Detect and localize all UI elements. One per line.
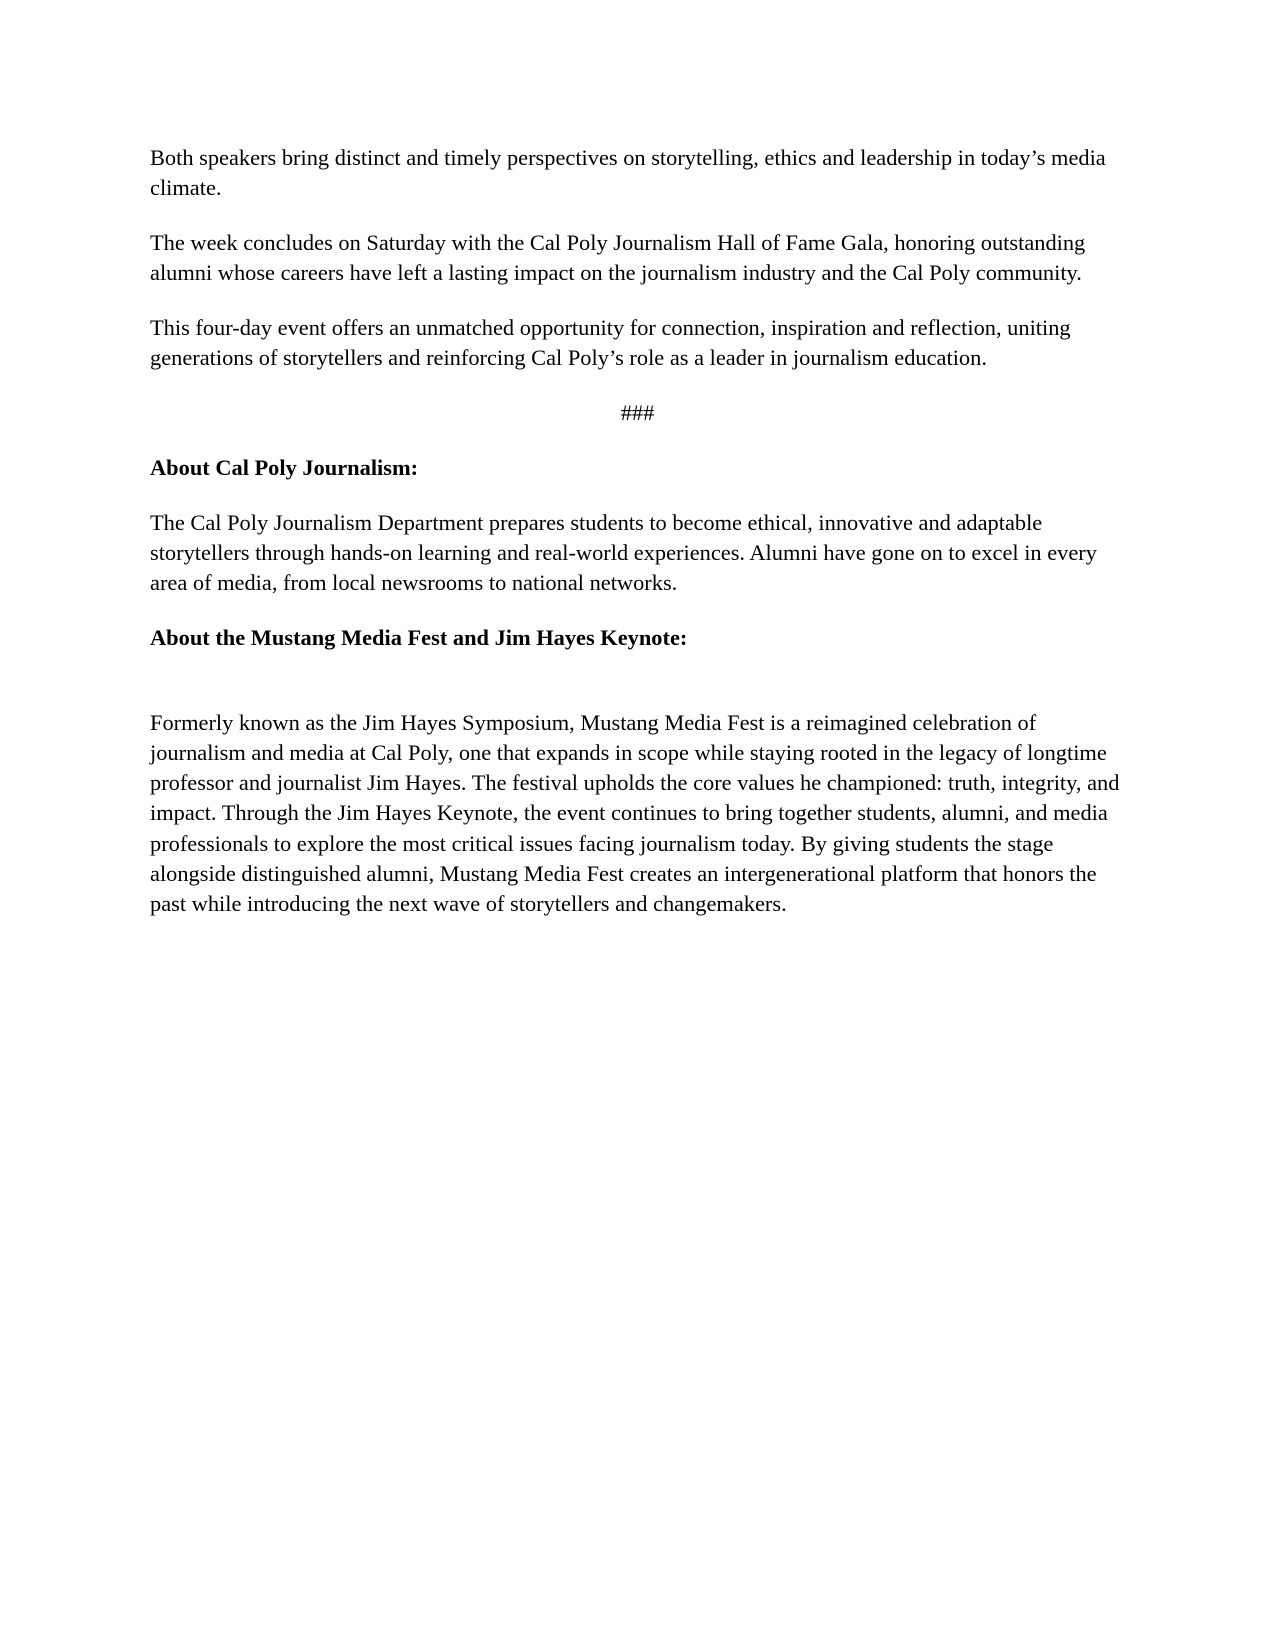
- document-body: [150, 143, 1125, 944]
- heading-about-cal-poly-journalism: About Cal Poly Journalism:: [150, 455, 419, 481]
- paragraph-speakers-perspectives: Both speakers bring distinct and timely perspectives on storytelling, ethics and leadership in today’s media climate.: [150, 145, 1106, 201]
- heading-about-mustang-media-fest: About the Mustang Media Fest and Jim Hayes Keynote:: [150, 625, 688, 651]
- paragraph-four-day-event: This four-day event offers an unmatched opportunity for connection, inspiration and reflection, uniting generations of storytellers and reinforcing Cal Poly’s role as a leader in journalism education.: [150, 315, 1071, 371]
- end-marker: ###: [620, 400, 655, 426]
- paragraph-hall-of-fame-gala: The week concludes on Saturday with the Cal Poly Journalism Hall of Fame Gala, honoring outstanding alumni whose careers have left a lasting impact on the journalism industry and the Cal Poly community.: [150, 230, 1086, 286]
- paragraph-journalism-department: The Cal Poly Journalism Department prepares students to become ethical, innovative and adaptable storytellers through hands-on learning and real-world experiences. Alumni have gone on to excel in every area of media, from local newsrooms to national networks.: [150, 509, 1097, 596]
- paragraph-mustang-media-fest: Formerly known as the Jim Hayes Symposium, Mustang Media Fest is a reimagined celebration of journalism and media at Cal Poly, one that expands in scope while staying rooted in the legacy of longtime professor and journalist Jim Hayes. The festival upholds the core values he championed: truth, integrity, and impact. Through the Jim Hayes Keynote, the event continues to bring together students, alumni, and media professionals to explore the most critical issues facing journalism today. By giving students the stage alongside distinguished alumni, Mustang Media Fest creates an intergenerational platform that honors the past while introducing the next wave of storytellers and changemakers.: [150, 709, 1120, 917]
